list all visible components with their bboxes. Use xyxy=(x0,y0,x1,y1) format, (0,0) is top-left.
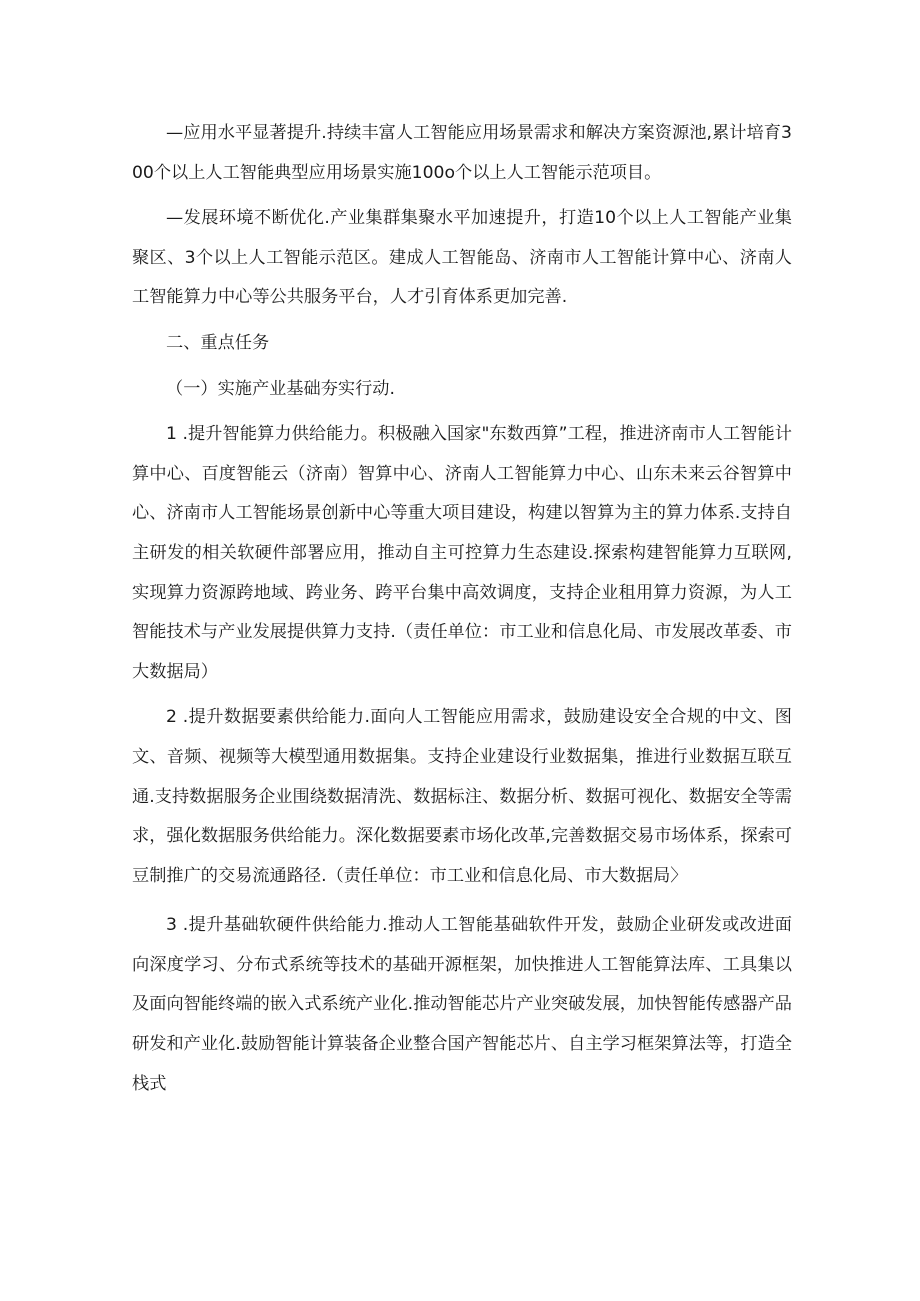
paragraph-application-level: —应用水平显著提升.持续丰富人工智能应用场景需求和解决方案资源池,累计培育300个以上人工智能典型应用场景实施100o个以上人工智能示范项目。 xyxy=(132,123,792,183)
paragraph-development-environment: —发展环境不断优化.产业集群集聚水平加速提升，打造10个以上人工智能产业集聚区、3个以上人工智能示范区。建成人工智能岛、济南市人工智能计算中心、济南人工智能算力中心等公共服务平台，人才引育体系更加完善. xyxy=(132,208,792,308)
section-heading-key-tasks: 二、重点任务 xyxy=(166,332,270,353)
paragraph-item-3-software-hardware: 3 .提升基础软硬件供给能力.推动人工智能基础软件开发，鼓励企业研发或改进面向深度学习、分布式系统等技术的基础开源框架，加快推进人工智能算法库、工具集以及面向智能终端的嵌入式系统产业化.推动智能芯片产业突破发展，加快智能传感器产品研发和产业化.鼓励智能计算装备企业整合国产智能芯片、自主学习框架算法等，打造全栈式 xyxy=(132,915,792,1094)
document-body xyxy=(132,114,792,1104)
paragraph-item-2-data-supply: 2 .提升数据要素供给能力.面向人工智能应用需求，鼓励建设安全合规的中文、图文、音频、视频等大模型通用数据集。支持企业建设行业数据集，推进行业数据互联互通.支持数据服务企业围绕数据清洗、数据标注、数据分析、数据可视化、数据安全等需求，强化数据服务供给能力。深化数据要素市场化改革,完善数据交易市场体系，探索可豆制推广的交易流通路径.（责任单位：市工业和信息化局、市大数据局〉 xyxy=(132,707,792,886)
paragraph-item-1-computing-power: 1 .提升智能算力供给能力。积极融入国家"东数西算”工程，推进济南市人工智能计算中心、百度智能云（济南）智算中心、济南人工智能算力中心、山东未来云谷智算中心、济南市人工智能场景创新中心等重大项目建设，构建以智算为主的算力体系.支持自主研发的相关软硬件部署应用，推动自主可控算力生态建设.探索构建智能算力互联网,实现算力资源跨地域、跨业务、跨平台集中高效调度，支持企业租用算力资源，为人工智能技术与产业发展提供算力支持.（责任单位：市工业和信息化局、市发展改革委、市大数据局） xyxy=(132,424,792,682)
subsection-heading-foundation-action: （一）实施产业基础夯实行动. xyxy=(166,378,395,399)
